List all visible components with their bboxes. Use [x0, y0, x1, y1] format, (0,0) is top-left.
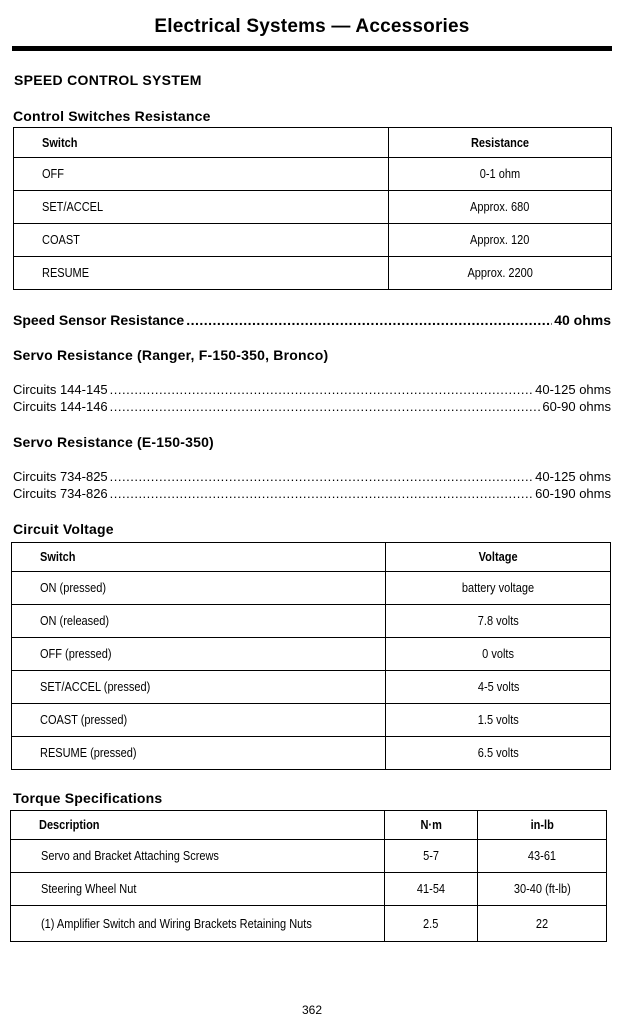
circuit-label: Circuits 144-146 [13, 399, 108, 414]
table-row [12, 704, 611, 737]
table-header-row [14, 128, 612, 158]
switch-cell: SET/ACCEL [14, 191, 389, 224]
resistance-cell: Approx. 120 [389, 224, 612, 257]
servo-e-line [13, 486, 611, 501]
switch-cell: OFF [14, 158, 389, 191]
table-row [14, 257, 612, 290]
torque-table [10, 810, 607, 942]
column-header: Switch [12, 543, 386, 572]
voltage-cell: 7.8 volts [386, 605, 611, 638]
circuit-label: Circuits 734-825 [13, 469, 108, 484]
description-cell: Steering Wheel Nut [11, 873, 385, 906]
table-header-row [11, 811, 607, 840]
servo-ranger-line [13, 399, 611, 414]
control-switches-heading: Control Switches Resistance [13, 108, 211, 124]
table-row [11, 873, 607, 906]
inlb-cell: 43-61 [478, 840, 607, 873]
leader-dots [186, 312, 552, 328]
voltage-cell: 4-5 volts [386, 671, 611, 704]
leader-dots [110, 486, 533, 501]
speed-sensor-line [13, 312, 611, 328]
servo-e-line [13, 469, 611, 484]
column-header: in-lb [478, 811, 607, 840]
circuit-voltage-table [11, 542, 611, 770]
switch-cell: COAST (pressed) [12, 704, 386, 737]
speed-sensor-label: Speed Sensor Resistance [13, 312, 185, 328]
inlb-cell: 30-40 (ft-lb) [478, 873, 607, 906]
description-cell: (1) Amplifier Switch and Wiring Brackets Retaining Nuts [11, 906, 385, 942]
servo-e-heading: Servo Resistance (E-150-350) [13, 434, 214, 450]
switch-cell: RESUME (pressed) [12, 737, 386, 770]
table-row [14, 158, 612, 191]
table-header-row [12, 543, 611, 572]
column-header: Description [11, 811, 385, 840]
table-row [14, 224, 612, 257]
title-rule [12, 46, 612, 51]
table-row [14, 191, 612, 224]
circuit-value: 60-190 ohms [535, 486, 611, 501]
circuit-value: 40-125 ohms [535, 469, 611, 484]
switch-cell: SET/ACCEL (pressed) [12, 671, 386, 704]
switch-cell: ON (pressed) [12, 572, 386, 605]
voltage-cell: 6.5 volts [386, 737, 611, 770]
nm-cell: 41-54 [384, 873, 478, 906]
table-row [11, 906, 607, 942]
switch-cell: ON (released) [12, 605, 386, 638]
servo-ranger-line [13, 382, 611, 397]
leader-dots [110, 382, 533, 397]
column-header: Resistance [389, 128, 612, 158]
resistance-cell: 0-1 ohm [389, 158, 612, 191]
switch-cell: RESUME [14, 257, 389, 290]
table-row [12, 572, 611, 605]
nm-cell: 5-7 [384, 840, 478, 873]
circuit-label: Circuits 144-145 [13, 382, 108, 397]
control-switches-table [13, 127, 612, 290]
table-row [12, 638, 611, 671]
circuit-value: 40-125 ohms [535, 382, 611, 397]
table-row [12, 737, 611, 770]
voltage-cell: battery voltage [386, 572, 611, 605]
servo-ranger-heading: Servo Resistance (Ranger, F-150-350, Bronco) [13, 347, 329, 363]
leader-dots [110, 469, 533, 484]
leader-dots [110, 399, 541, 414]
torque-heading: Torque Specifications [13, 790, 163, 806]
section-title: SPEED CONTROL SYSTEM [14, 72, 202, 88]
page-number: 362 [301, 1003, 323, 1017]
switch-cell: COAST [14, 224, 389, 257]
table-row [11, 840, 607, 873]
voltage-cell: 1.5 volts [386, 704, 611, 737]
description-cell: Servo and Bracket Attaching Screws [11, 840, 385, 873]
column-header: Voltage [386, 543, 611, 572]
circuit-value: 60-90 ohms [542, 399, 611, 414]
switch-cell: OFF (pressed) [12, 638, 386, 671]
table-row [12, 671, 611, 704]
resistance-cell: Approx. 680 [389, 191, 612, 224]
resistance-cell: Approx. 2200 [389, 257, 612, 290]
inlb-cell: 22 [478, 906, 607, 942]
column-header: Switch [14, 128, 389, 158]
column-header: N·m [384, 811, 478, 840]
table-row [12, 605, 611, 638]
nm-cell: 2.5 [384, 906, 478, 942]
speed-sensor-value: 40 ohms [554, 312, 611, 328]
page-title: Electrical Systems — Accessories [154, 16, 470, 37]
circuit-voltage-heading: Circuit Voltage [13, 521, 114, 537]
circuit-label: Circuits 734-826 [13, 486, 108, 501]
voltage-cell: 0 volts [386, 638, 611, 671]
